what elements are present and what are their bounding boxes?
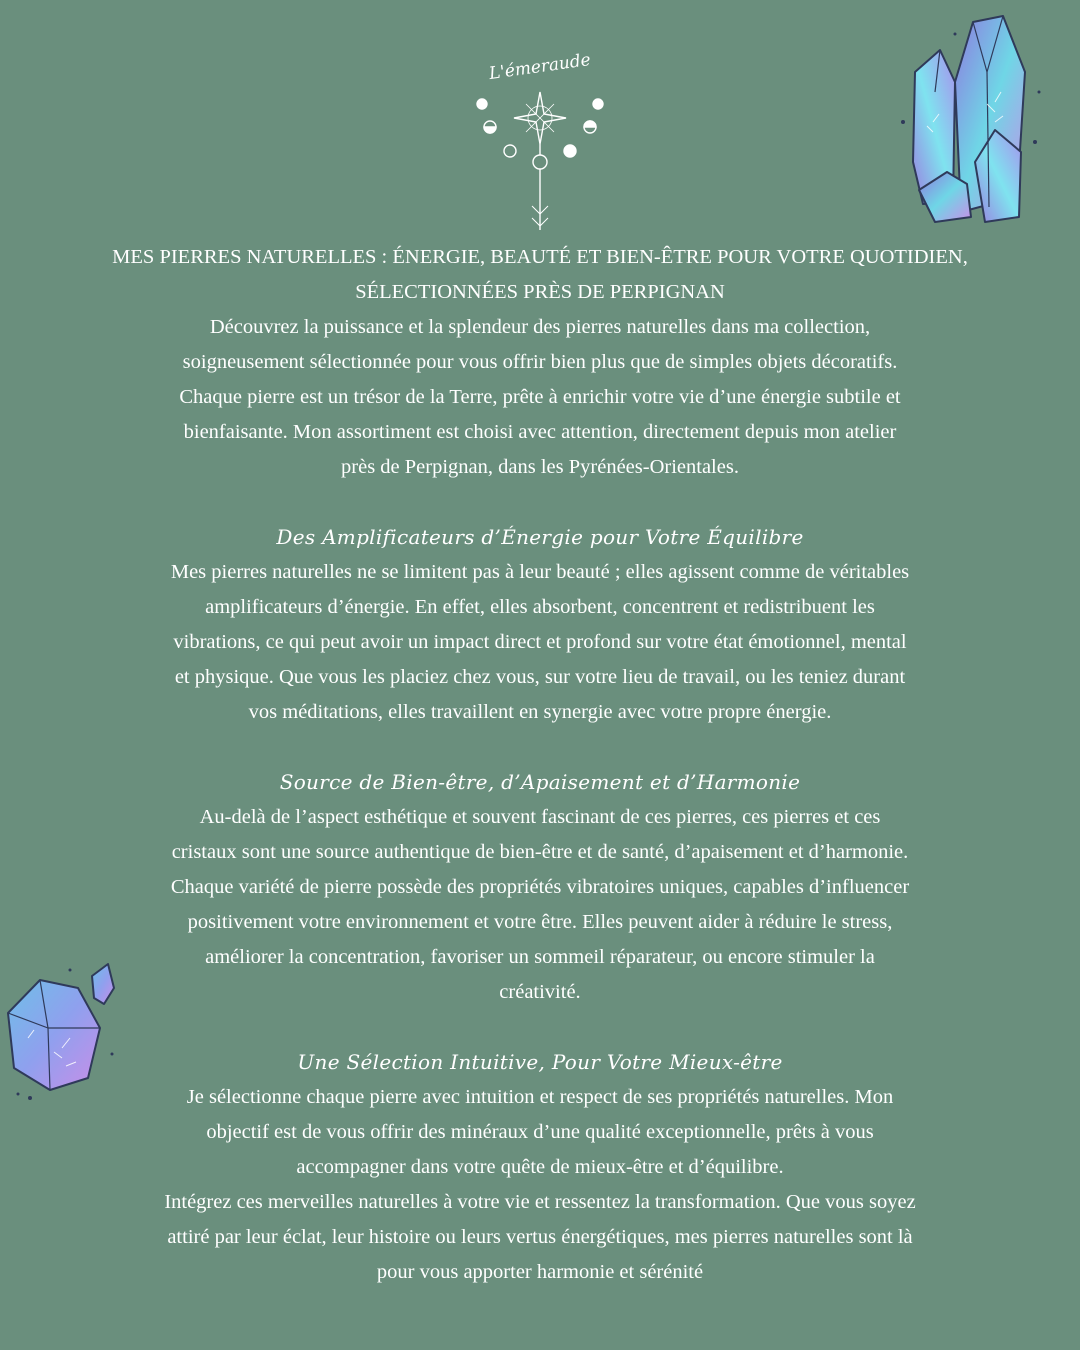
section-line: et physique. Que vous les placiez chez vous, sur votre lieu de travail, ou les teniez durant (174, 666, 906, 688)
section-line: amplificateurs d’énergie. En effet, elles absorbent, concentrent et redistribuent les (205, 596, 875, 618)
section-line: créativité. (499, 981, 581, 1003)
section-heading-selection: Une Sélection Intuitive, Pour Votre Mieux-être (297, 1050, 783, 1074)
intro-line: bienfaisante. Mon assortiment est choisi avec attention, directement depuis mon atelier (183, 421, 897, 443)
section-line: Je sélectionne chaque pierre avec intuition et respect de ses propriétés naturelles. Mon (186, 1086, 894, 1108)
section-line: objectif est de vous offrir des minéraux d’une qualité exceptionnelle, prêts à vous (206, 1121, 874, 1143)
page-title-line-1: MES PIERRES NATURELLES : ÉNERGIE, BEAUTÉ ET BIEN-ÊTRE POUR VOTRE QUOTIDIEN, (112, 246, 968, 268)
main-content (60, 240, 1020, 1290)
crystal-cluster-icon (895, 12, 1045, 227)
page-title-line-2: SÉLECTIONNÉES PRÈS DE PERPIGNAN (355, 281, 725, 303)
spacer (60, 1010, 1020, 1045)
intro-line: Découvrez la puissance et la splendeur des pierres naturelles dans ma collection, (209, 316, 871, 338)
section-line: pour vous apporter harmonie et sérénité (376, 1261, 704, 1283)
moon-phases-star-icon (477, 92, 603, 230)
section-line: Mes pierres naturelles ne se limitent pas à leur beauté ; elles agissent comme de véritables (170, 561, 910, 583)
section-line: Intégrez ces merveilles naturelles à votre vie et ressentez la transformation. Que vous soyez (164, 1191, 916, 1213)
intro-line: soigneusement sélectionnée pour vous offrir bien plus que de simples objets décoratifs. (182, 351, 898, 373)
section-line: attiré par leur éclat, leur histoire ou leurs vertus énergétiques, mes pierres naturelles sont là (167, 1226, 913, 1248)
section-line: vos méditations, elles travaillent en synergie avec votre propre énergie. (248, 701, 832, 723)
brand-logo (468, 38, 612, 234)
brand-logo-text: L'émeraude (487, 49, 592, 85)
section-line: Chaque variété de pierre possède des propriétés vibratoires uniques, capables d’influencer (170, 876, 910, 898)
section-heading-energie: Des Amplificateurs d’Énergie pour Votre Équilibre (276, 525, 804, 549)
intro-line: près de Perpignan, dans les Pyrénées-Orientales. (341, 456, 739, 478)
spacer (60, 730, 1020, 765)
spacer (60, 485, 1020, 520)
section-line: accompagner dans votre quête de mieux-être et d’équilibre. (296, 1156, 784, 1178)
section-line: Au-delà de l’aspect esthétique et souvent fascinant de ces pierres, ces pierres et ces (199, 806, 881, 828)
intro-line: Chaque pierre est un trésor de la Terre, prête à enrichir votre vie d’une énergie subtile et (179, 386, 901, 408)
section-line: positivement votre environnement et votre être. Elles peuvent aider à réduire le stress, (187, 911, 893, 933)
section-line: vibrations, ce qui peut avoir un impact direct et profond sur votre état émotionnel, mental (173, 631, 907, 653)
section-line: cristaux sont une source authentique de bien-être et de santé, d’apaisement et d’harmonie. (171, 841, 909, 863)
section-line: améliorer la concentration, favoriser un sommeil réparateur, ou encore stimuler la (205, 946, 875, 968)
section-heading-bien-etre: Source de Bien-être, d’Apaisement et d’Harmonie (279, 770, 801, 794)
